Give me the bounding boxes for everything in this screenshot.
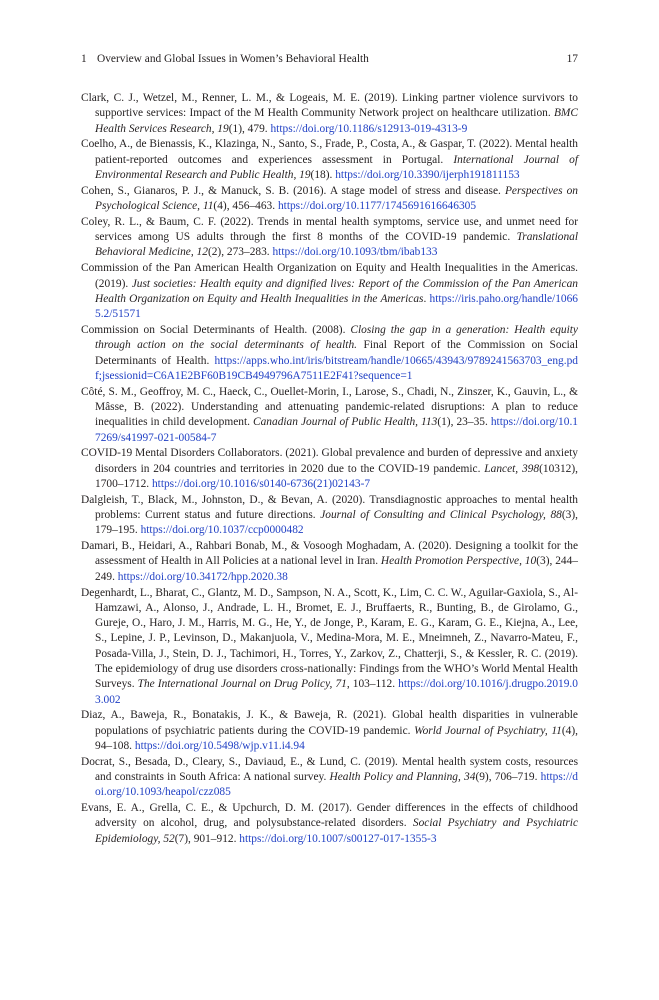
reference-doi-link[interactable]: https://doi.org/10.1177/1745691616646305: [277, 200, 477, 213]
reference-authors-title: Evans, E. A., Grella, C. E., & Upchurch, D. M. (2017). Gender differences in the effects of childhood adversity on alcohol, drug, and polysubstance-related disorders.: [81, 802, 578, 830]
reference-doi-link[interactable]: https://doi.org/10.1016/s0140-6736(21)02143-7: [151, 477, 371, 490]
reference-source: The International Journal on Drug Policy, 71: [137, 678, 347, 691]
reference-volume-pages: (3), 179–195.: [95, 509, 578, 537]
reference-source: Perspectives on Psychological Science, 11: [95, 184, 578, 213]
reference-list: [81, 91, 578, 848]
reference-volume-pages: (9), 706–719.: [475, 771, 541, 784]
reference-source: Canadian Journal of Public Health, 113: [253, 416, 438, 429]
reference-authors-title: Damari, B., Heidari, A., Rahbari Bonab, M., & Vosoogh Moghadam, A. (2020). Designing a toolkit for the assessment of Health in All Policies at a national level in Iran.: [81, 540, 578, 568]
reference-source: Social Psychiatry and Psychiatric Epidemiology, 52: [95, 817, 579, 845]
reference-source: Health Policy and Planning, 34: [329, 771, 476, 784]
reference-volume-pages: .: [423, 292, 430, 305]
reference-doi-link[interactable]: https://doi.org/10.1007/s00127-017-1355-3: [239, 832, 437, 845]
reference-volume-pages: (18).: [310, 168, 336, 181]
reference-authors-title: Docrat, S., Besada, D., Cleary, S., Daviaud, E., & Lund, C. (2019). Mental health system costs, resources and constraints in South Africa: A national survey.: [81, 755, 578, 784]
reference-source: BMC Health Services Research, 19: [95, 107, 578, 135]
reference-entry: [81, 91, 578, 137]
reference-volume-pages: (2), 273–283.: [207, 246, 273, 259]
reference-source: Journal of Consulting and Clinical Psychology, 88: [320, 509, 562, 522]
reference-volume-pages: (3), 244–249.: [95, 555, 578, 583]
reference-entry: [81, 385, 578, 446]
reference-doi-link[interactable]: https://doi.org/10.5498/wjp.v11.i4.94: [134, 739, 305, 752]
reference-entry: [81, 446, 578, 492]
reference-entry: [81, 184, 578, 215]
reference-doi-link[interactable]: https://iris.paho.org/handle/10665.2/51571: [95, 292, 579, 321]
reference-volume-pages: (4), 94–108.: [95, 724, 579, 752]
reference-doi-link[interactable]: https://doi.org/10.1093/tbm/ibab133: [272, 246, 438, 259]
reference-authors-title: Commission of the Pan American Health Organization on Equity and Health Inequalities in the Americas. (2019).: [81, 262, 578, 290]
reference-authors-title: Clark, C. J., Wetzel, M., Renner, L. M., & Logeais, M. E. (2019). Linking partner violence survivors to supportive services: Impact of the M Health Community Network project on healthcare utilization.: [81, 92, 578, 120]
reference-doi-link[interactable]: https://doi.org/10.1016/j.drugpo.2019.03.002: [95, 678, 578, 706]
reference-doi-link[interactable]: https://doi.org/10.3390/ijerph191811153: [335, 168, 520, 181]
page-number: 17: [566, 53, 578, 65]
reference-source: International Journal of Environmental Research and Public Health, 19: [95, 153, 579, 181]
chapter-title: Overview and Global Issues in Women’s Behavioral Health: [97, 53, 369, 65]
reference-authors-title: Coelho, A., de Bienassis, K., Klazinga, N., Santo, S., Frade, P., Costa, A., & Gaspar, T. (2022). Mental health patient-reported outcomes and experiences assessment in Portugal.: [81, 138, 578, 166]
reference-volume-pages: , 103–112.: [346, 678, 399, 691]
reference-entry: [81, 323, 578, 384]
reference-source: World Journal of Psychiatry, 11: [414, 724, 562, 737]
reference-volume-pages: (7), 901–912.: [174, 832, 240, 845]
reference-source: Closing the gap in a generation: Health equity through action on the social determinants of health.: [95, 323, 578, 352]
reference-authors-title: Diaz, A., Baweja, R., Bonatakis, J. K., & Baweja, R. (2021). Global health disparities in vulnerable populations of psychiatric patients during the COVID-19 pandemic.: [81, 709, 578, 737]
reference-volume-pages: Final Report of the Commission on Social Determinants of Health.: [95, 339, 579, 367]
reference-authors-title: COVID-19 Mental Disorders Collaborators. (2021). Global prevalence and burden of depressive and anxiety disorders in 204 countries and territories in 2020 due to the COVID-19 pandemic.: [81, 447, 578, 475]
reference-entry: [81, 708, 578, 754]
reference-source: Lancet, 398: [484, 462, 540, 475]
reference-volume-pages: (10312), 1700–1712.: [95, 462, 578, 490]
reference-authors-title: Cohen, S., Gianaros, P. J., & Manuck, S. B. (2016). A stage model of stress and disease.: [81, 184, 505, 197]
reference-source: Just societies: Health equity and dignified lives: Report of the Commission of the Pan American Health Organization on Equity and Health Inequalities in the Americas: [95, 277, 578, 305]
reference-source: Health Promotion Perspective, 10: [380, 555, 537, 568]
reference-entry: [81, 215, 578, 261]
reference-doi-link[interactable]: https://doi.org/10.1093/heapol/czz085: [95, 771, 578, 799]
reference-entry: [81, 801, 578, 847]
reference-doi-link[interactable]: https://doi.org/10.1186/s12913-019-4313-9: [270, 122, 468, 135]
reference-source: Translational Behavioral Medicine, 12: [95, 231, 578, 259]
reference-entry: [81, 137, 578, 183]
reference-entry: [81, 755, 578, 801]
reference-doi-link[interactable]: https://doi.org/10.1037/ccp0000482: [140, 524, 304, 537]
reference-entry: [81, 493, 578, 539]
reference-doi-link[interactable]: https://apps.who.int/iris/bitstream/handle/10665/43943/9789241563703_eng.pdf;jsessionid=C6A1E2BF60B19CB4949796A7511E2F41?sequence=1: [95, 354, 578, 382]
reference-doi-link[interactable]: https://doi.org/10.34172/hpp.2020.38: [117, 570, 288, 583]
reference-authors-title: Degenhardt, L., Bharat, C., Glantz, M. D., Sampson, N. A., Scott, K., Lim, C. C. W., Aguilar-Gaxiola, S., Al-Hamzawi, A., Alonso, J., Andrade, L. H., Bromet, E. J., Bruffaerts, R., Bunting, B., de Girolamo, G., Gureje, O., Haro, J. M., Harris, M. G., He, Y., de Jonge, P., Karam, E. G., Karam, G. E., Kiejna, A., Lee, S., Lepine, J. P., Levinson, D., Makanjuola, V., Medina-Mora, M. E., Mneimneh, Z., Navarro-Mateu, F., Posada-Villa, J., Stein, D. J., Tachimori, H., Torres, Y., Zarkov, Z., Chatterji, S., & Kessler, R. C. (2019). The epidemiology of drug use disorders cross-nationally: Findings from the WHO’s World Mental Health Surveys.: [81, 586, 578, 691]
reference-entry: [81, 586, 578, 708]
reference-volume-pages: (1), 479.: [228, 122, 271, 135]
reference-authors-title: Dalgleish, T., Black, M., Johnston, D., & Bevan, A. (2020). Transdiagnostic approaches to mental health problems: Current status and future directions.: [81, 493, 578, 522]
reference-entry: [81, 261, 578, 322]
reference-volume-pages: (4), 456–463.: [213, 200, 278, 213]
reference-volume-pages: (1), 23–35.: [437, 416, 491, 429]
reference-doi-link[interactable]: https://doi.org/10.17269/s41997-021-00584-7: [95, 416, 578, 444]
chapter-number: 1: [81, 53, 87, 65]
reference-authors-title: Commission on Social Determinants of Health. (2008).: [81, 323, 351, 336]
reference-authors-title: Côté, S. M., Geoffroy, M. C., Haeck, C., Ouellet-Morin, I., Larose, S., Chadi, N., Zinszer, K., Gauvin, L., & Mâsse, B. (2022). Understanding and attenuating pandemic-related disruptions: A plan to reduce inequalities in child development.: [81, 385, 578, 429]
reference-entry: [81, 539, 578, 585]
reference-authors-title: Coley, R. L., & Baum, C. F. (2022). Trends in mental health symptoms, service use, and unmet need for services among US adults through the first 8 months of the COVID-19 pandemic.: [81, 215, 578, 244]
